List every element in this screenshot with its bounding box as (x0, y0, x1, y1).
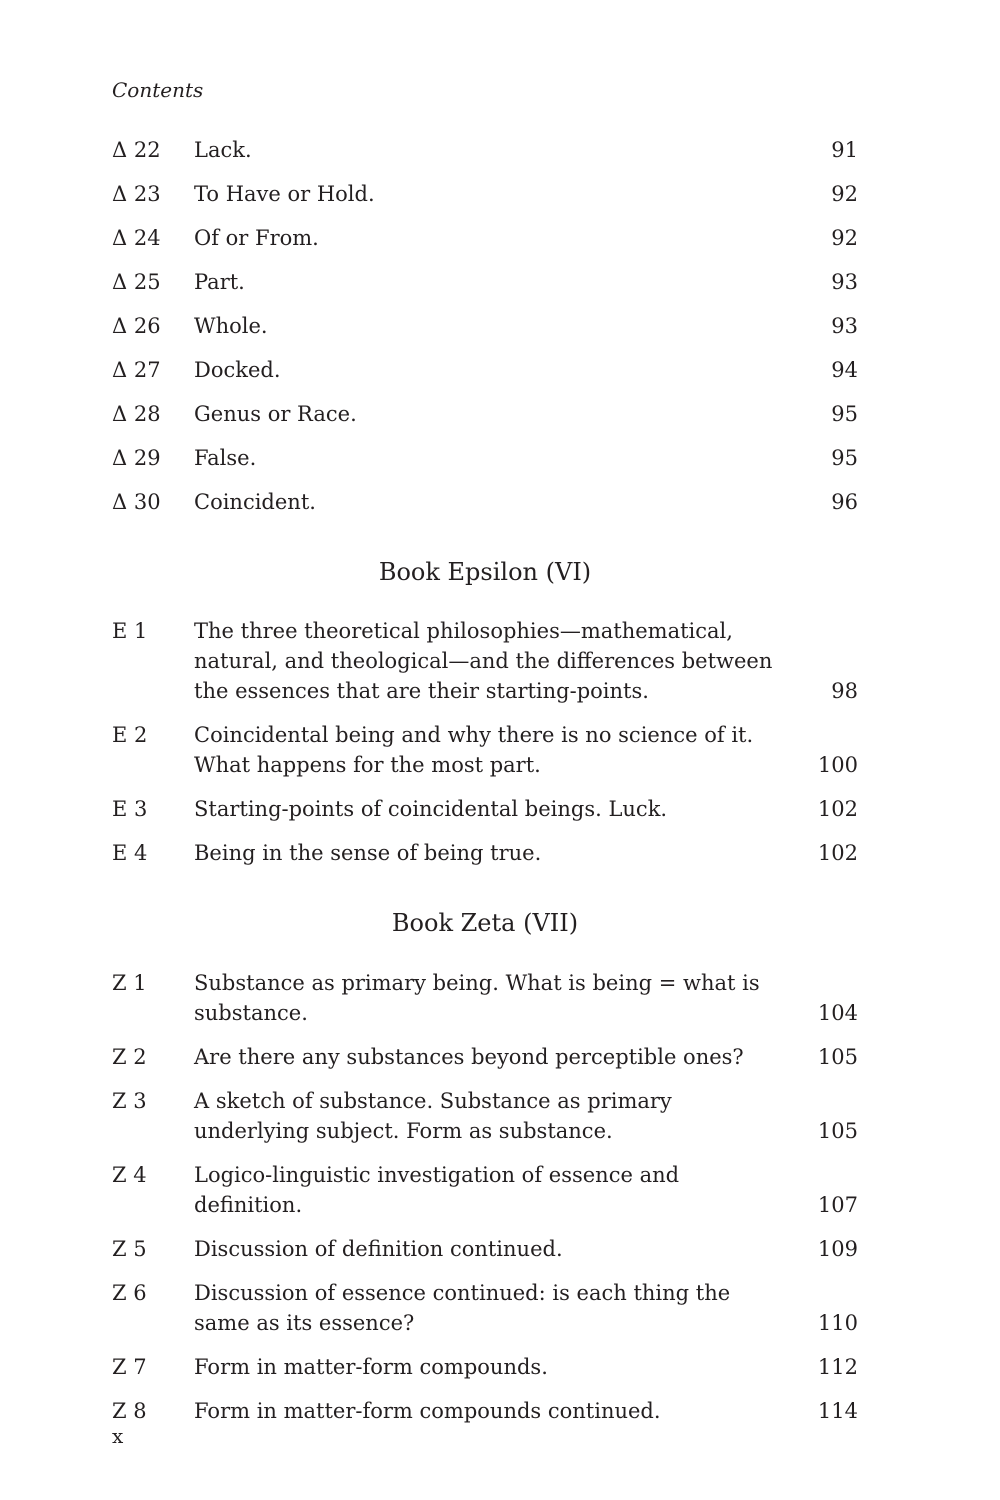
entry-page: 92 (831, 226, 858, 250)
entry-number: Δ 30 (112, 490, 161, 514)
toc-entry-e4[interactable] (112, 838, 858, 868)
entry-number: Δ 26 (112, 314, 161, 338)
entry-title: Are there any substances beyond perceptible ones? (194, 1045, 744, 1069)
entry-page: 93 (831, 314, 858, 338)
delta-entries (112, 135, 858, 531)
entry-title: Logico-linguistic investigation of essence and definition. (194, 1163, 680, 1217)
entry-page: 102 (817, 841, 858, 865)
entry-page: 96 (831, 490, 858, 514)
entry-title: Docked. (194, 358, 281, 382)
entry-title: Part. (194, 270, 245, 294)
toc-entry-z8[interactable] (112, 1396, 858, 1426)
entry-page: 98 (831, 679, 858, 703)
entry-number: Z 7 (112, 1355, 147, 1379)
entry-title: To Have or Hold. (194, 182, 375, 206)
entry-number: Δ 29 (112, 446, 161, 470)
book-heading-zeta: Book Zeta (VII) (391, 909, 579, 937)
toc-entry-delta-26[interactable] (112, 311, 858, 341)
entry-number: E 2 (112, 723, 148, 747)
entry-number: Z 2 (112, 1045, 147, 1069)
entry-title: Starting-points of coincidental beings. Luck. (194, 797, 668, 821)
entry-number: Δ 28 (112, 402, 161, 426)
entry-number: Z 3 (112, 1089, 147, 1113)
toc-entry-delta-30[interactable] (112, 487, 858, 517)
entry-page: 102 (817, 797, 858, 821)
toc-entry-z6[interactable] (112, 1278, 858, 1338)
toc-entry-z1[interactable] (112, 968, 858, 1028)
entry-number: Z 1 (112, 971, 147, 995)
entry-title: Being in the sense of being true. (194, 841, 542, 865)
entry-title: Form in matter-form compounds continued. (194, 1399, 661, 1423)
toc-entry-z4[interactable] (112, 1160, 858, 1220)
entry-title: Genus or Race. (194, 402, 357, 426)
toc-entry-delta-29[interactable] (112, 443, 858, 473)
toc-entry-delta-28[interactable] (112, 399, 858, 429)
toc-entry-e2[interactable] (112, 720, 858, 780)
toc-entry-z7[interactable] (112, 1352, 858, 1382)
entry-page: 104 (817, 1001, 858, 1025)
entry-title: Coincident. (194, 490, 316, 514)
book-heading-epsilon: Book Epsilon (VI) (378, 558, 592, 586)
entry-page: 94 (831, 358, 858, 382)
entry-title: False. (194, 446, 257, 470)
entry-title: Of or From. (194, 226, 319, 250)
entry-title: The three theoretical philosophies—mathematical, natural, and theological—and the differences between the essences that are their starting-points. (194, 619, 773, 703)
entry-number: Z 5 (112, 1237, 147, 1261)
toc-entry-delta-27[interactable] (112, 355, 858, 385)
entry-title: Discussion of definition continued. (194, 1237, 563, 1261)
entry-title: Coincidental being and why there is no science of it. What happens for the most part. (194, 723, 754, 777)
running-head: Contents (112, 78, 204, 102)
entry-title: Discussion of essence continued: is each thing the same as its essence? (194, 1281, 731, 1335)
entry-title: Substance as primary being. What is being = what is substance. (194, 971, 760, 1025)
toc-entry-delta-25[interactable] (112, 267, 858, 297)
toc-entry-z2[interactable] (112, 1042, 858, 1072)
toc-entry-delta-24[interactable] (112, 223, 858, 253)
entry-number: Z 8 (112, 1399, 147, 1423)
entry-number: Δ 24 (112, 226, 161, 250)
toc-entry-e3[interactable] (112, 794, 858, 824)
entry-number: Δ 23 (112, 182, 161, 206)
entry-number: E 4 (112, 841, 148, 865)
entry-page: 105 (817, 1045, 858, 1069)
entry-title: A sketch of substance. Substance as primary underlying subject. Form as substance. (194, 1089, 672, 1143)
entry-page: 109 (817, 1237, 858, 1261)
entry-number: E 1 (112, 619, 148, 643)
entry-number: Δ 27 (112, 358, 161, 382)
toc-entry-z5[interactable] (112, 1234, 858, 1264)
entry-title: Whole. (194, 314, 268, 338)
toc-entry-e1[interactable] (112, 616, 858, 706)
entry-number: Δ 25 (112, 270, 161, 294)
entry-number: Δ 22 (112, 138, 161, 162)
entry-page: 112 (817, 1355, 858, 1379)
page-folio: x (112, 1424, 124, 1448)
epsilon-entries (112, 616, 858, 882)
entry-page: 95 (831, 446, 858, 470)
toc-entry-delta-22[interactable] (112, 135, 858, 165)
entry-page: 114 (817, 1399, 858, 1423)
entry-page: 93 (831, 270, 858, 294)
entry-page: 100 (817, 753, 858, 777)
toc-entry-delta-23[interactable] (112, 179, 858, 209)
entry-page: 110 (817, 1311, 858, 1335)
toc-entry-z3[interactable] (112, 1086, 858, 1146)
entry-page: 92 (831, 182, 858, 206)
entry-number: Z 4 (112, 1163, 147, 1187)
entry-page: 95 (831, 402, 858, 426)
entry-title: Form in matter-form compounds. (194, 1355, 548, 1379)
entry-number: Z 6 (112, 1281, 147, 1305)
entry-page: 107 (817, 1193, 858, 1217)
entry-title: Lack. (194, 138, 252, 162)
entry-page: 91 (831, 138, 858, 162)
zeta-entries (112, 968, 858, 1440)
entry-page: 105 (817, 1119, 858, 1143)
entry-number: E 3 (112, 797, 148, 821)
